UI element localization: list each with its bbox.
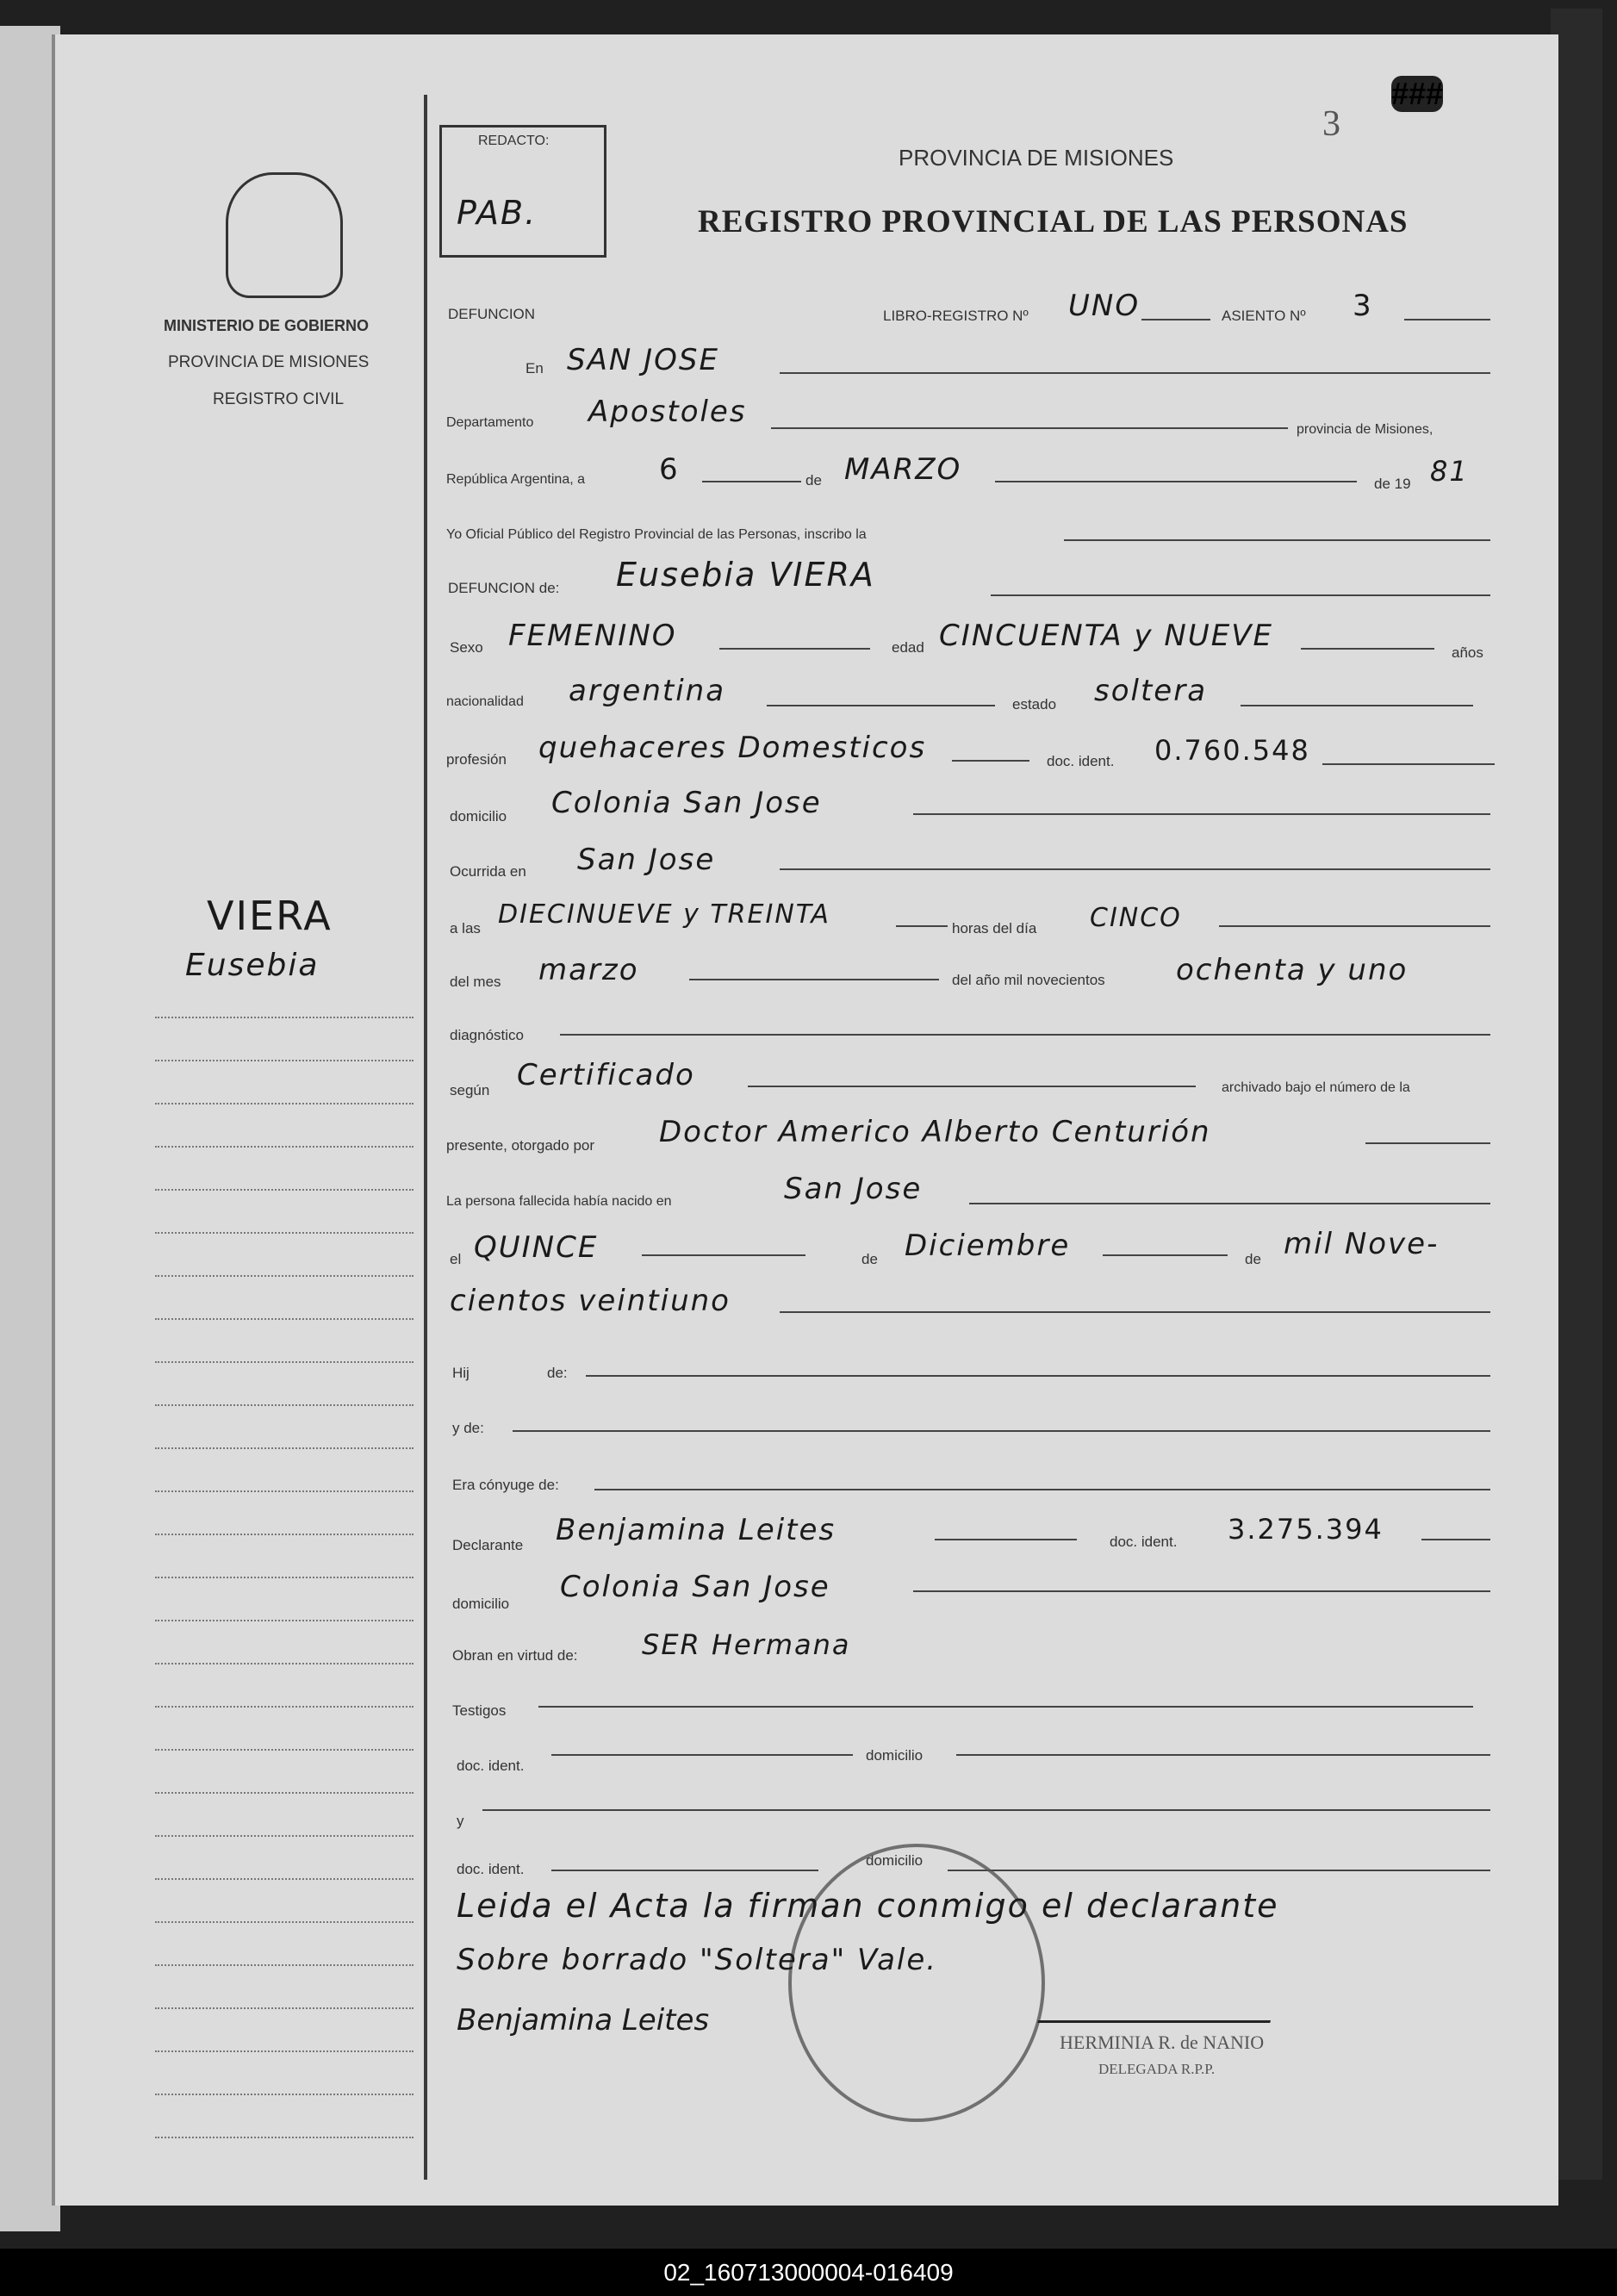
demil-label: de: [1245, 1251, 1261, 1267]
estado-value: soltera: [1094, 674, 1208, 708]
en-value: SAN JOSE: [567, 343, 719, 377]
republica-label: República Argentina, a: [446, 472, 585, 487]
cientos-value: cientos veintiuno: [450, 1284, 731, 1318]
de2-value: Diciembre: [905, 1229, 1071, 1263]
asiento-label: ASIENTO Nº: [1222, 308, 1306, 324]
horas-label: horas del día: [952, 920, 1037, 936]
el-value: QUINCE: [474, 1230, 599, 1265]
deceased-name: Eusebia VIERA: [616, 556, 875, 594]
ocurrida-value: San Jose: [577, 843, 716, 877]
doc4-label: doc. ident.: [457, 1861, 525, 1877]
mes-value: marzo: [538, 953, 639, 987]
nacionalidad-label: nacionalidad: [446, 694, 524, 709]
top-right-mark: ###: [1391, 76, 1444, 111]
edad-value: CINCUENTA y NUEVE: [939, 619, 1273, 653]
delano-label: del año mil novecientos: [952, 972, 1105, 988]
alas-label: a las: [450, 920, 481, 936]
nacido-label: La persona fallecida había nacido en: [446, 1194, 672, 1209]
alas-value: DIECINUEVE y TREINTA: [498, 899, 830, 930]
declarante-value: Benjamina Leites: [556, 1513, 836, 1547]
officer-title: DELEGADA R.P.P.: [1098, 2061, 1216, 2077]
domicilio-value: Colonia San Jose: [551, 786, 822, 820]
demil-value: mil Nove-: [1284, 1227, 1440, 1261]
obran-label: Obran en virtud de:: [452, 1647, 578, 1664]
margin-surname: VIERA: [207, 893, 333, 939]
doc3-label: doc. ident.: [457, 1758, 525, 1774]
segun-value: Certificado: [517, 1058, 695, 1092]
book-binding: [1551, 9, 1602, 2180]
sexo-label: Sexo: [450, 639, 483, 656]
de2-label: de: [861, 1251, 878, 1267]
header-registry: REGISTRO PROVINCIAL DE LAS PERSONAS: [698, 204, 1409, 240]
month-value: MARZO: [844, 452, 962, 487]
page-number: 3: [1322, 104, 1340, 144]
conyuge-label: Era cónyuge de:: [452, 1477, 559, 1493]
estado-label: estado: [1012, 696, 1057, 712]
defuncion-de-label: DEFUNCION de:: [448, 580, 560, 596]
segun-label: según: [450, 1082, 490, 1098]
doc-value: 0.760.548: [1154, 734, 1310, 767]
profesion-label: profesión: [446, 751, 507, 768]
defuncion-label: DEFUNCION: [448, 306, 536, 322]
declarant-signature: Benjamina Leites: [457, 2003, 710, 2038]
day-value: 6: [659, 452, 680, 487]
ocurrida-label: Ocurrida en: [450, 863, 526, 880]
left-province-label: PROVINCIA DE MISIONES: [168, 353, 370, 371]
margin-given-name: Eusebia: [185, 948, 320, 983]
doc2-value: 3.275.394: [1228, 1513, 1384, 1546]
domicilio3-label: domicilio: [866, 1747, 924, 1764]
nacionalidad-value: argentina: [569, 674, 726, 708]
sexo-value: FEMENINO: [508, 619, 677, 653]
province-seal-icon: [226, 172, 343, 298]
closing-line-2: Sobre borrado "Soltera" Vale.: [457, 1943, 938, 1977]
hij-de-label: de:: [547, 1365, 568, 1381]
profesion-value: quehaceres Domesticos: [538, 731, 927, 765]
redacto-label: REDACTO:: [478, 134, 550, 148]
redacto-value: PAB.: [457, 194, 538, 232]
year-prefix: de 19: [1374, 476, 1411, 492]
presente-value: Doctor Americo Alberto Centurión: [659, 1115, 1211, 1149]
delmes-label: del mes: [450, 974, 501, 990]
footer-id: 02_160713000004-016409: [663, 2259, 954, 2286]
official-stamp: [788, 1844, 1045, 2122]
ministry-label: MINISTERIO DE GOBIERNO: [164, 317, 370, 334]
header-province: PROVINCIA DE MISIONES: [899, 145, 1174, 171]
footer-bar: [0, 2249, 1617, 2296]
officer-signature-icon: [1037, 1986, 1280, 2023]
provincia-text: provincia de Misiones,: [1297, 422, 1434, 437]
libro-value: UNO: [1068, 289, 1141, 323]
yo-oficial-text: Yo Oficial Público del Registro Provincial de las Personas, inscribo la: [446, 527, 867, 542]
en-label: En: [526, 360, 544, 376]
departamento-label: Departamento: [446, 415, 534, 430]
hij-label: Hij: [452, 1365, 470, 1381]
el-label: el: [450, 1251, 462, 1267]
presente-label: presente, otorgado por: [446, 1137, 595, 1154]
libro-label: LIBRO-REGISTRO Nº: [883, 308, 1029, 324]
departamento-value: Apostoles: [588, 395, 747, 429]
civil-registry-label: REGISTRO CIVIL: [213, 390, 345, 408]
y-label: y: [457, 1813, 464, 1829]
domicilio4-label: domicilio: [866, 1852, 924, 1869]
domicilio2-value: Colonia San Jose: [560, 1570, 830, 1604]
margin-divider: [424, 95, 427, 2180]
doc2-label: doc. ident.: [1110, 1534, 1178, 1550]
anos-label: años: [1452, 644, 1483, 661]
declarante-label: Declarante: [452, 1537, 524, 1553]
doc-label: doc. ident.: [1047, 753, 1115, 769]
diagnostico-label: diagnóstico: [450, 1027, 525, 1043]
asiento-value: 3: [1353, 289, 1373, 323]
domicilio-label: domicilio: [450, 808, 507, 824]
closing-line-1: Leida el Acta la firman conmigo el declarante: [457, 1887, 1279, 1925]
archivado-text: archivado bajo el número de la: [1222, 1080, 1410, 1095]
obran-value: SER Hermana: [642, 1628, 851, 1661]
yde-label: y de:: [452, 1420, 484, 1436]
testigos-label: Testigos: [452, 1702, 507, 1719]
ano-value: ochenta y uno: [1176, 953, 1409, 987]
officer-name: HERMINIA R. de NANIO: [1060, 2032, 1265, 2053]
edad-label: edad: [892, 639, 924, 656]
dia-value: CINCO: [1090, 903, 1182, 933]
nacido-value: San Jose: [784, 1172, 923, 1206]
year-value: 81: [1430, 455, 1469, 488]
domicilio2-label: domicilio: [452, 1596, 510, 1612]
de-label: de: [805, 472, 822, 488]
